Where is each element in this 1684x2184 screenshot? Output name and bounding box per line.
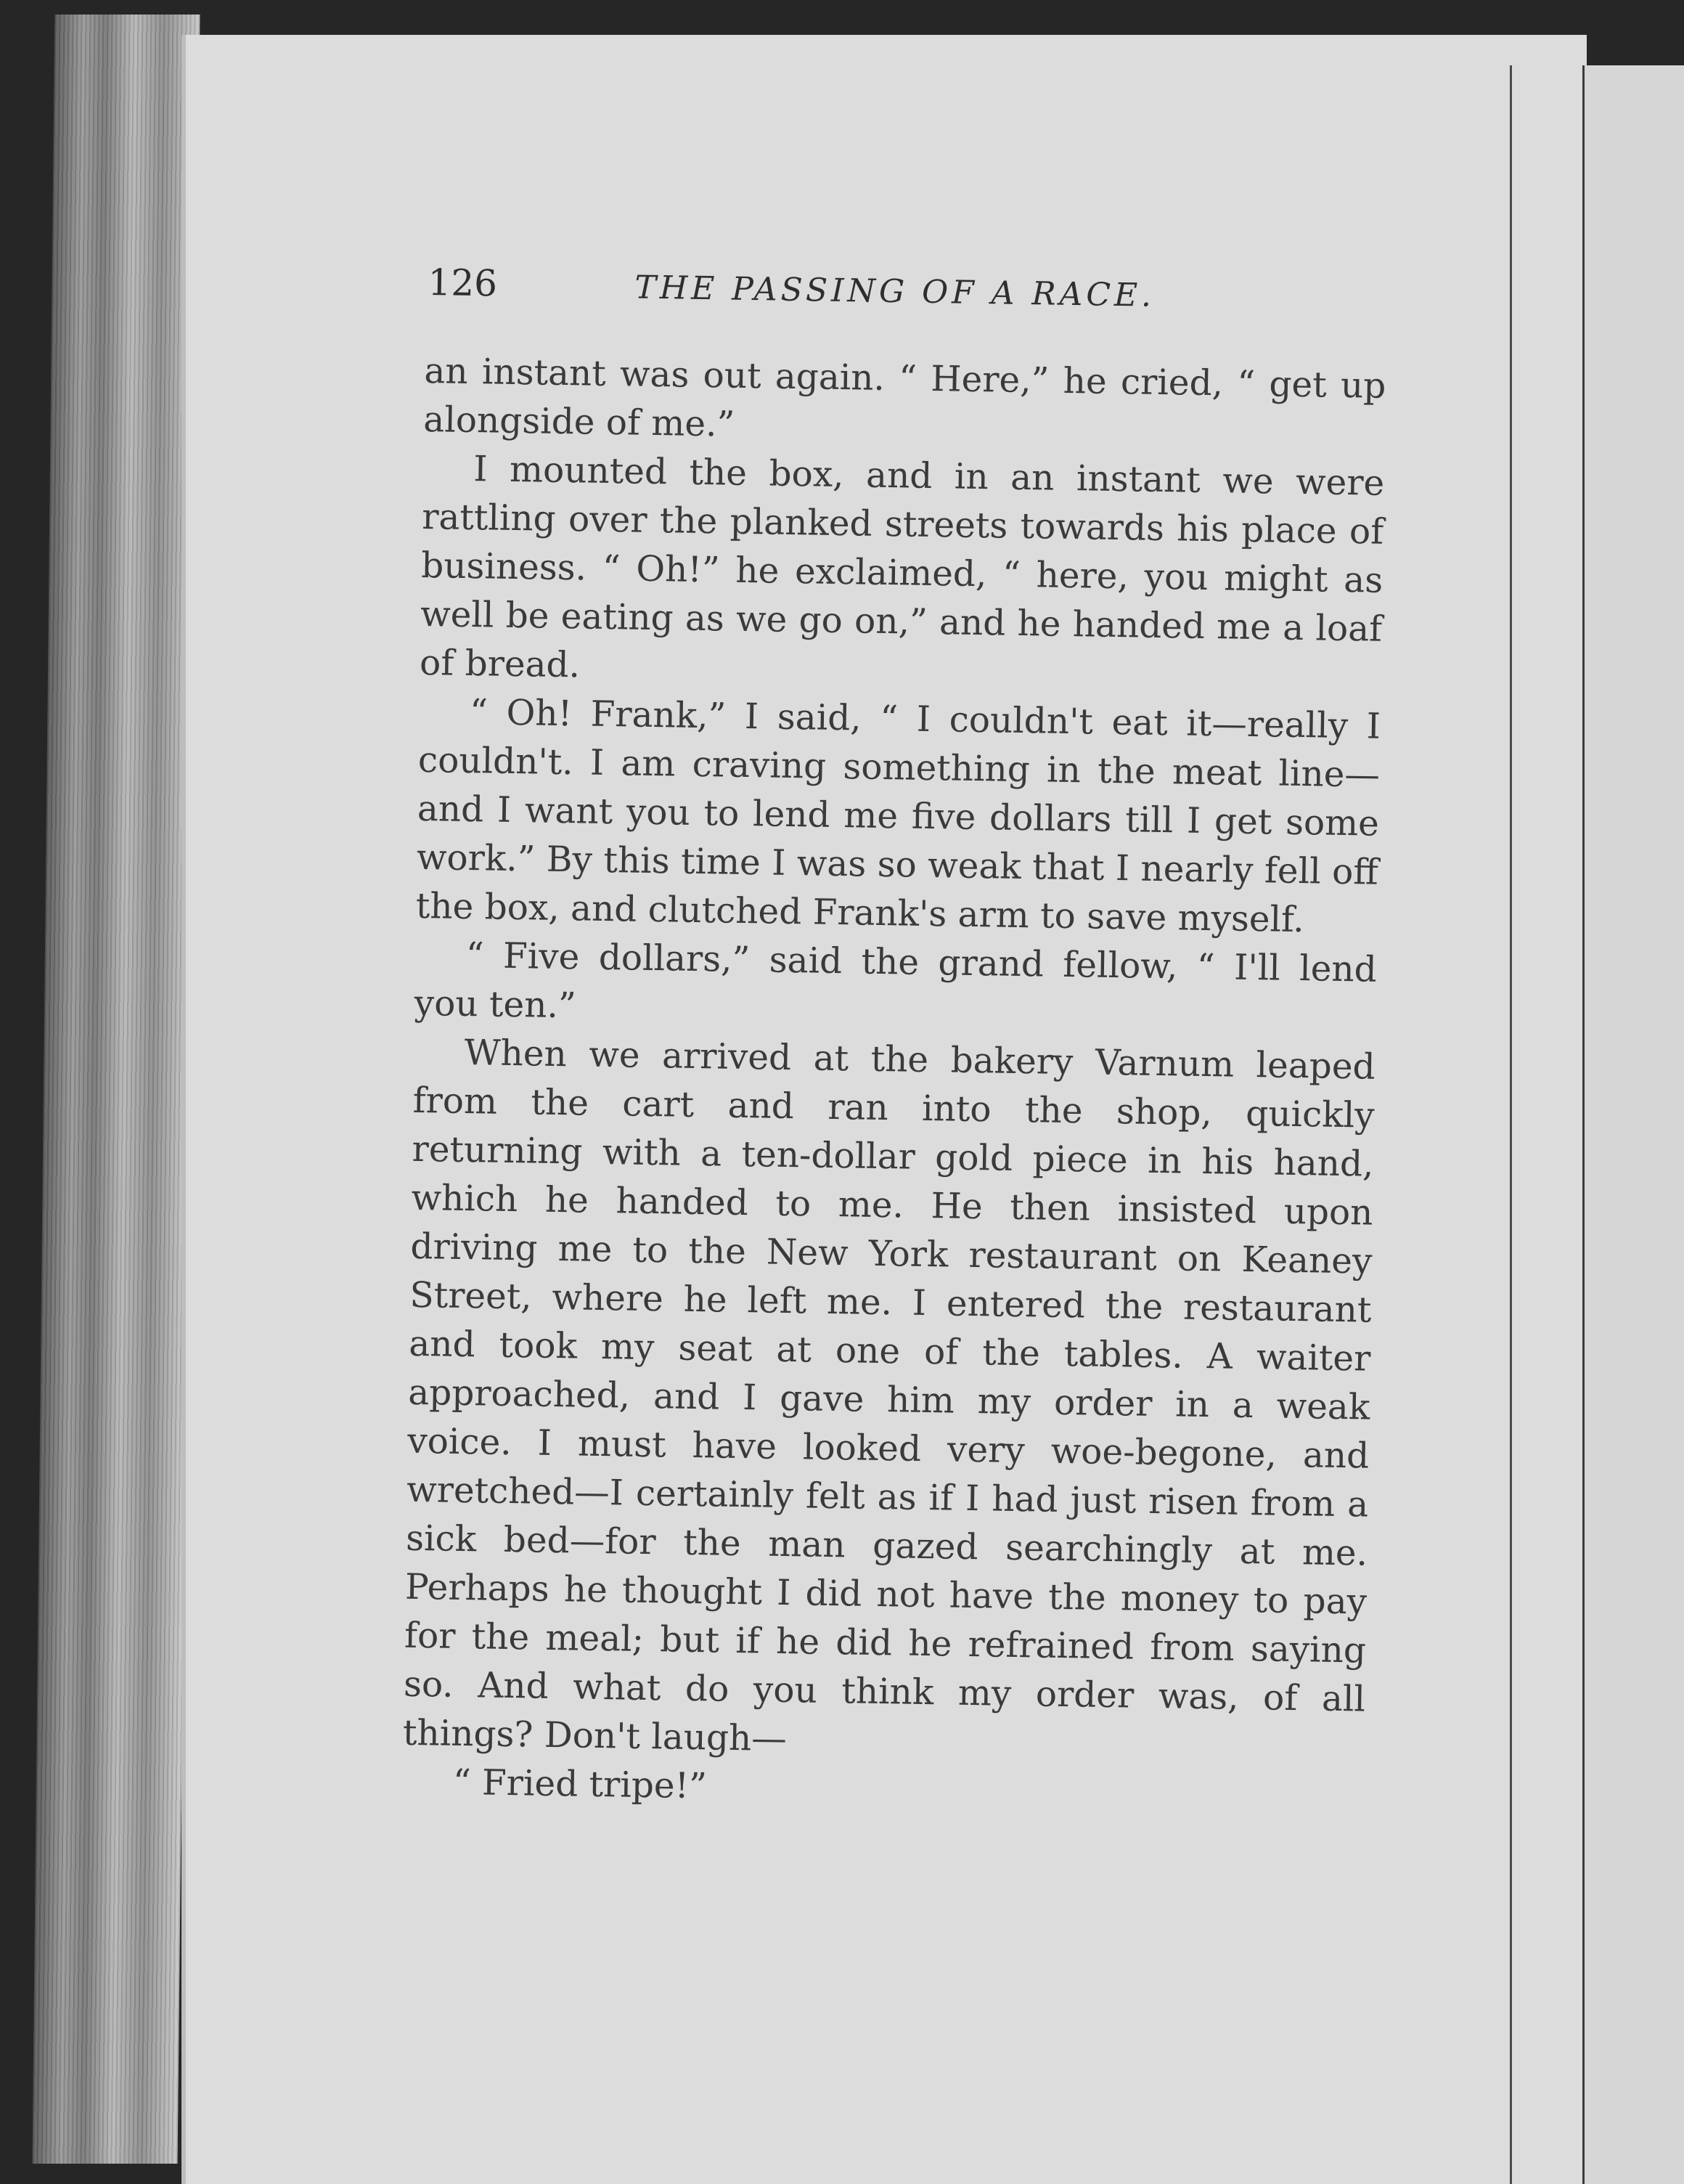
paragraph: “ Five dollars,” said the grand fellow, “ I'll lend you ten.” <box>414 934 1378 1027</box>
running-title: THE PASSING OF A RACE. <box>634 269 1156 314</box>
book-page-edges <box>33 15 200 2164</box>
page-number: 126 <box>428 261 498 305</box>
paragraph: an instant was out again. “ Here,” he cried, “ get up alongside of me.” <box>422 350 1386 445</box>
paragraph: I mounted the box, and in an instant we were rattling over the planked streets towards his place of business. “ Oh!” he exclaimed, “ here, you might as well be eating as we go on,” and he handed me a loaf of bread. <box>419 449 1385 686</box>
body-text <box>401 347 1386 1822</box>
paragraph: When we arrived at the bakery Varnum leaped from the cart and ran into the shop, quickly returning with a ten-dollar gold piece in his hand, which he handed to me. He then insisted upon driving me to the New York restaurant on Keaney Street, where he left me. I entered the restaurant and took my seat at one of the tables. A waiter approached, and I gave him my order in a weak voice. I must have looked very woe-begone, and wretched—I certainly felt as if I had just risen from a sick bed—for the man gazed searchingly at me. Perhaps he thought I did not have the money to pay for the meal; but if he did he refrained from saying so. And what do you think my order was, of all things? Don't laugh— <box>402 1032 1376 1760</box>
facing-page-edge <box>1582 65 1684 2184</box>
paragraph: “ Fried tripe!” <box>452 1761 708 1807</box>
page-gutter-line <box>1510 65 1512 2184</box>
paragraph: “ Oh! Frank,” I said, “ I couldn't eat it—really I couldn't. I am craving something in the meat line—and I want you to lend me five dollars till I get some work.” By this time I was so weak that I nearly fell off the box, and clutched Frank's arm to save myself. <box>415 692 1381 941</box>
